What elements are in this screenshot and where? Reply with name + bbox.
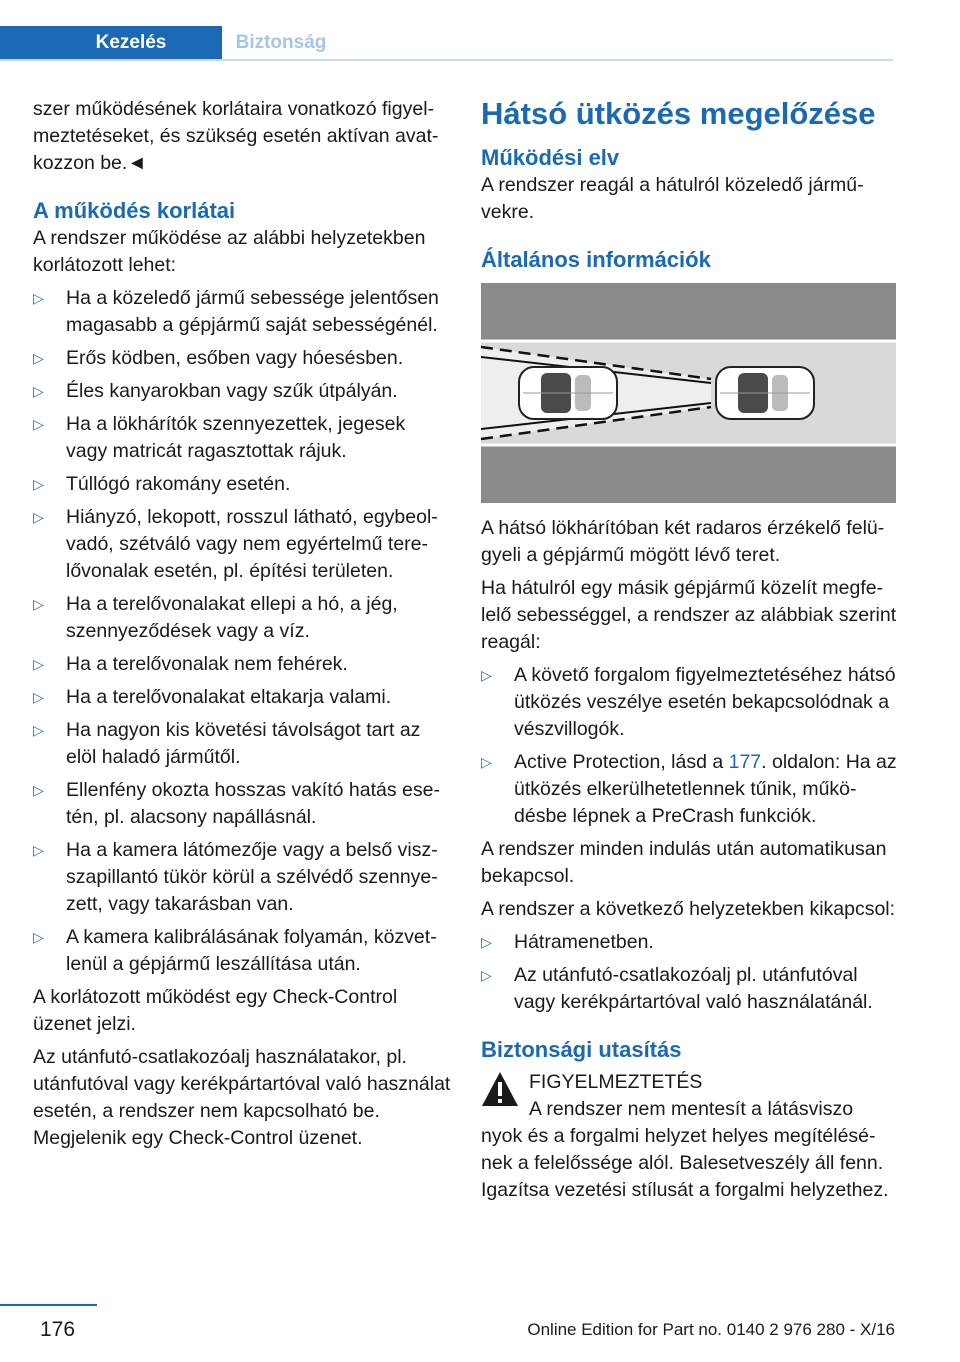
list-item: ▷ Ha a terelővonalak nem fehérek. [33,651,451,678]
warning-block [481,1069,897,1204]
radar-paragraph: A hátsó lökhárítóban két radaros érzékelő felügyeli a gépjármű mögött lévő teret. [481,517,885,566]
header-tabs [0,26,893,61]
list-item: ▷ Ha a közeledő jármű sebessége jelentősen magasabb a gépjármű saját sebességénél. [33,287,439,336]
warning-first-line: A rendszer nem mentesít a látásviszo [529,1098,854,1120]
triangle-bullet-icon: ▷ [33,476,44,492]
limits-list [33,285,451,978]
approach-paragraph: Ha hátulról egy másik gépjármű közelít megfelelő sebességgel, a rendszer az alábbiak szerint reagál: [481,577,897,653]
triangle-bullet-icon: ▷ [481,967,492,983]
triangle-bullet-icon: ▷ [481,667,492,683]
footer-rule [0,1304,97,1306]
off-conditions-list [481,929,897,1016]
list-item: ▷ Ha a terelővonalakat ellepi a hó, a jég, szennyeződések vagy a víz. [33,593,398,642]
triangle-bullet-icon: ▷ [481,934,492,950]
list-item: ▷ Erős ködben, esőben vagy hóesésben. [33,345,451,372]
list-item: ▷ Active Protection, lásd a 177. oldalon: Ha az ütközés elkerülhetetlennek tűnik, működésbe lépnek a PreCrash funkciók. [481,751,897,827]
warning-title: FIGYELMEZTETÉS [529,1071,703,1093]
triangle-bullet-icon: ▷ [33,350,44,366]
triangle-bullet-icon: ▷ [33,782,44,798]
triangle-bullet-icon: ▷ [33,509,44,525]
rear-collision-illustration [481,283,896,503]
warning-text: nyok és a forgalmi helyzet helyes megítélésének a felelőssége alól. Balesetveszély áll fenn. Igazítsa vezetési stílusát a forgalmi helyzethez. [481,1125,889,1201]
auto-on-paragraph: A rendszer minden indulás után automatikusan bekapcsol. [481,838,887,887]
auto-off-paragraph: A rendszer a következő helyzetekben kikapcsol: [481,898,896,920]
trailer-paragraph: Az utánfutó-csatlakozóalj használatakor, pl. utánfutóval vagy kerékpártartóval való használat esetén, a rendszer nem kapcsolható be. Megjelenik egy Check-Control üzenet. [33,1046,451,1149]
tab-biztonsag[interactable]: Biztonság [235,32,327,53]
list-item: ▷ Ellenfény okozta hosszas vakító hatás esetén, pl. alacsony napállásnál. [33,779,440,828]
triangle-bullet-icon: ▷ [33,929,44,945]
triangle-bullet-icon: ▷ [33,842,44,858]
tab-kezeles[interactable]: Kezelés [0,26,222,59]
right-column [481,96,897,1204]
safety-heading: Biztonsági utasítás [481,1037,682,1062]
list-item: ▷ Ha nagyon kis követési távolságot tart az elöl haladó járműtől. [33,719,421,768]
list-item: ▷ Ha a terelővonalakat eltakarja valami. [33,684,451,711]
triangle-bullet-icon: ▷ [33,596,44,612]
intro-paragraph: szer működésének korlátaira vonatkozó figyelmeztetéseket, és szükség esetén aktívan avatkozzon be.◄ [33,98,439,174]
limits-heading: A működés korlátai [33,198,236,223]
check-control-paragraph: A korlátozott működést egy Check-Control üzenet jelzi. [33,986,398,1035]
list-item: ▷ Éles kanyarokban vagy szűk útpályán. [33,378,451,405]
triangle-bullet-icon: ▷ [481,754,492,770]
triangle-bullet-icon: ▷ [33,722,44,738]
list-item: ▷ Hátramenetben. [481,929,897,956]
list-item: ▷ Hiányzó, lekopott, rosszul látható, egybeolvadó, szétváló vagy nem egyértelmű terelővonalak esetén, pl. építési területen. [33,506,438,582]
section-title: Hátsó ütközés megelőzése [481,96,876,131]
triangle-bullet-icon: ▷ [33,689,44,705]
own-car [716,367,814,419]
triangle-bullet-icon: ▷ [33,656,44,672]
triangle-bullet-icon: ▷ [33,383,44,399]
triangle-bullet-icon: ▷ [33,290,44,306]
list-item: ▷ A kamera kalibrálásának folyamán, közvetlenül a gépjármű leszállítása után. [33,926,437,975]
triangle-bullet-icon: ▷ [33,416,44,432]
list-item: ▷ Ha a lökhárítók szennyezettek, jegesek vagy matricát ragasztottak rájuk. [33,413,406,462]
list-item: ▷ A követő forgalom figyelmeztetéséhez hátsó ütközés veszélye esetén bekapcsolódnak a vészvillogók. [481,664,896,740]
list-item: ▷ Az utánfutó-csatlakozóalj pl. utánfutóval vagy kerékpártartóval való használatánál. [481,964,873,1013]
following-car [519,367,617,419]
warning-triangle-icon [481,1071,519,1107]
edition-note: Online Edition for Part no. 0140 2 976 280 - X/16 [527,1320,895,1339]
page-link-177[interactable]: 177 [728,751,762,773]
reaction-list [481,662,897,830]
principle-heading: Működési elv [481,145,620,170]
left-column [33,96,451,1158]
general-info-heading: Általános információk [481,247,711,272]
limits-paragraph: A rendszer működése az alábbi helyzetekben korlátozott lehet: [33,227,426,276]
list-item: ▷ Túllógó rakomány esetén. [33,471,451,498]
page-number: 176 [40,1318,76,1341]
list-item: ▷ Ha a kamera látómezője vagy a belső viszszapillantó tükör körül a szélvédő szennyezett, vagy takarásban van. [33,839,438,915]
principle-paragraph: A rendszer reagál a hátulról közeledő járművekre. [481,174,864,223]
tab-underline [0,59,893,61]
